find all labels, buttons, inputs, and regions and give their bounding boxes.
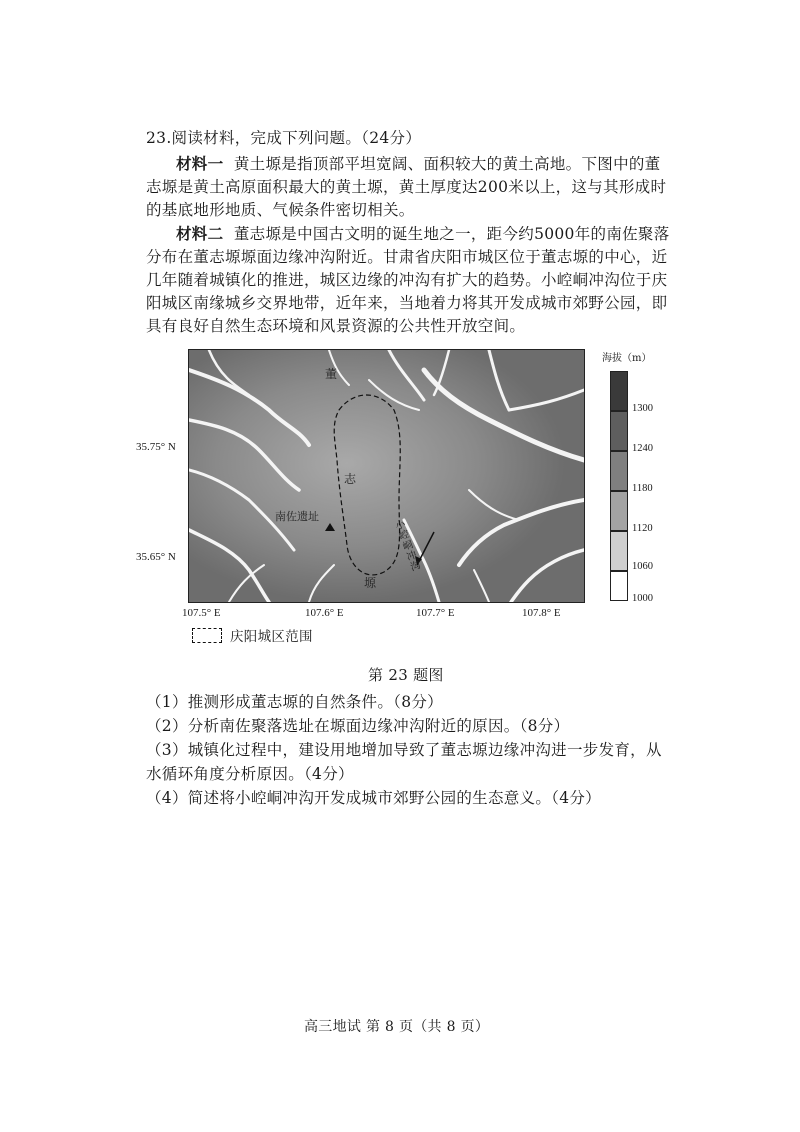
sub-question-3-line-2: 水循环角度分析原因。（4分） <box>146 765 354 783</box>
map-label-yuan: 塬 <box>364 576 377 590</box>
legend-value-1120: 1120 <box>632 523 653 534</box>
material2-line-4: 阳城区南缘城乡交界地带，近年来，当地着力将其开发成城市郊野公园，即 <box>146 294 668 312</box>
sub-question-1: （1）推测形成董志塬的自然条件。（8分） <box>146 693 443 711</box>
legend-swatch-4 <box>610 491 628 531</box>
map-label-zhi: 志 <box>344 472 357 486</box>
legend-value-1300: 1300 <box>632 403 653 414</box>
material1-text-1: 黄土塬是指顶部平坦宽阔、面积较大的黄土高地。下图中的董 <box>233 155 661 173</box>
legend-swatch-2 <box>610 411 628 451</box>
legend-swatch-6 <box>610 571 628 601</box>
lon-label-107-8: 107.8° E <box>522 607 561 619</box>
legend-title: 海拔（m） <box>602 353 652 364</box>
lat-label-35-75: 35.75° N <box>136 441 176 453</box>
lon-label-107-7: 107.7° E <box>416 607 455 619</box>
material1-line-3: 的基底地形地质、气候条件密切相关。 <box>146 201 415 219</box>
terrain-map <box>188 349 585 603</box>
city-range-legend-label: 庆阳城区范围 <box>230 629 313 645</box>
legend-value-1180: 1180 <box>632 483 653 494</box>
terrain-relief <box>189 350 584 602</box>
question-heading: 23.阅读材料，完成下列问题。（24分） <box>146 129 422 147</box>
legend-value-1000: 1000 <box>632 593 653 604</box>
material2-line-1 <box>176 222 670 244</box>
material2-line-5: 具有良好自然生态环境和风景资源的公共性开放空间。 <box>146 317 526 335</box>
lon-label-107-6: 107.6° E <box>305 607 344 619</box>
page-footer: 高三地试 第 8 页（共 8 页） <box>304 1019 490 1035</box>
legend-swatch-1 <box>610 371 628 411</box>
elevation-legend <box>602 349 664 611</box>
sub-question-4: （4）简述将小崆峒冲沟开发成城市郊野公园的生态意义。（4分） <box>146 789 601 807</box>
material2-title: 材料二 <box>176 224 224 243</box>
sub-question-3-line-1: （3）城镇化过程中，建设用地增加导致了董志塬边缘冲沟进一步发育，从 <box>146 741 662 759</box>
legend-swatch-5 <box>610 531 628 571</box>
legend-swatch-3 <box>610 451 628 491</box>
figure-caption: 第 23 题图 <box>368 666 444 684</box>
terrain-map-figure <box>136 344 660 644</box>
material2-line-3: 几年随着城镇化的推进，城区边缘的冲沟有扩大的趋势。小崆峒冲沟位于庆 <box>146 271 668 289</box>
map-label-dong: 董 <box>325 367 338 381</box>
legend-value-1240: 1240 <box>632 443 653 454</box>
legend-value-1060: 1060 <box>632 561 653 572</box>
material1-line-1 <box>176 152 660 174</box>
sub-question-2: （2）分析南佐聚落选址在塬面边缘冲沟附近的原因。（8分） <box>146 717 570 735</box>
map-label-gully: 小崆峒冲沟 <box>394 518 423 574</box>
city-range-legend-box <box>192 628 222 643</box>
material1-line-2: 志塬是黄土高原面积最大的黄土塬，黄土厚度达200米以上，这与其形成时 <box>146 178 667 196</box>
lon-label-107-5: 107.5° E <box>182 607 221 619</box>
material1-title: 材料一 <box>176 154 224 173</box>
material2-text-1: 董志塬是中国古文明的诞生地之一，距今约5000年的南佐聚落 <box>233 225 670 243</box>
lat-label-35-65: 35.65° N <box>136 551 176 563</box>
material2-line-2: 分布在董志塬塬面边缘冲沟附近。甘肃省庆阳市城区位于董志塬的中心，近 <box>146 248 668 266</box>
map-label-nanzuo-site: 南佐遗址 <box>275 510 319 523</box>
